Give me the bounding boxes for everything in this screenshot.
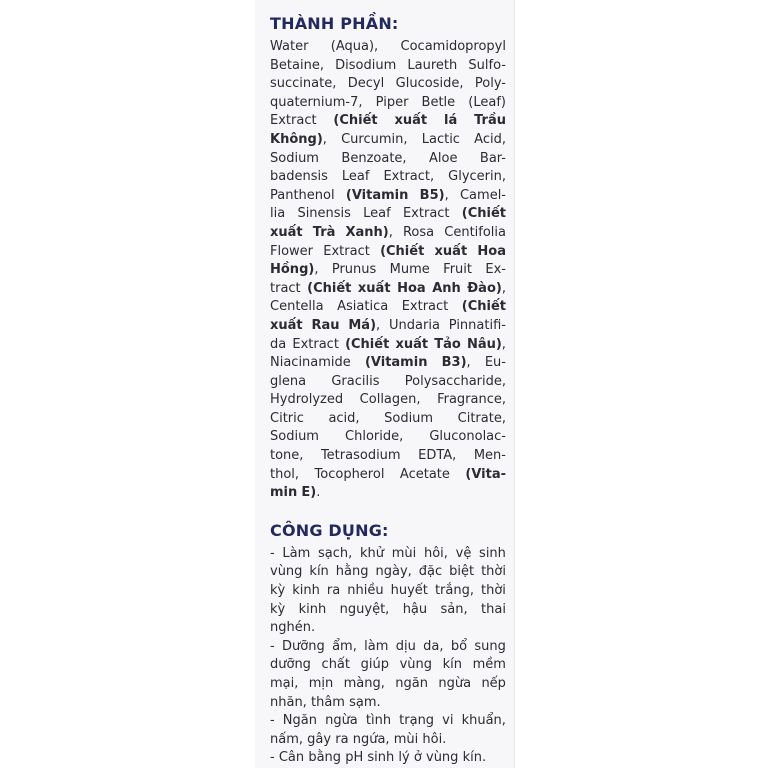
word: biệt [449,564,475,580]
word: kín [309,564,329,580]
word: nguyệt, [339,601,390,617]
word: Bar- [479,150,506,166]
label-text-block [270,14,506,768]
word: quaternium-7, [270,94,363,110]
word: Tảo [434,336,461,352]
usage-line [270,749,506,768]
word: Hydrolyzed [270,392,344,408]
word: nhiều [347,583,384,599]
word: Men- [473,448,506,464]
word: Betaine, [270,57,324,73]
word: Gluconolac- [429,429,506,445]
word: Benzoate, [341,150,407,166]
word: kinh [292,583,320,599]
word: tình [365,713,392,729]
word: vùng [399,657,433,673]
word: Centifolia [444,224,506,240]
word: Laureth [407,57,458,73]
ingredients-line [270,317,506,336]
word: acid, [328,410,360,426]
word: xuất [357,280,391,296]
word: ngăn [395,676,428,691]
ingredients-line [270,94,506,113]
word: Glycerin, [448,169,506,185]
word: xuất [270,224,303,240]
usage-heading: CÔNG DỤNG: [270,520,389,540]
word: hôi, [423,545,448,561]
word: Poly- [474,76,506,92]
word: Không), [270,131,327,147]
word: (Vitamin [364,355,428,371]
usage-line [270,601,506,620]
ingredients-line [270,484,506,503]
word: Sulfo- [468,57,506,73]
word: thol, [270,466,300,482]
usage-line [270,619,506,638]
word: khử [360,545,385,561]
word: vi [442,713,454,729]
word: Piper [375,94,409,110]
word: Decyl [347,76,385,92]
word: kinh [298,601,327,617]
ingredients-line [270,373,506,392]
word: mùi [393,731,419,747]
ingredients-line [270,447,506,466]
word: Mume [389,262,430,278]
word: trắng, [434,583,474,599]
ingredients-line [270,336,506,355]
word: Asiatica [337,299,389,315]
word: Extract [402,206,450,222]
word: gây [307,731,332,747]
word: Extract, [383,169,435,185]
word: hôi. [422,731,447,747]
word: Fragrance, [437,392,506,408]
ingredients-line [270,410,506,429]
word: (Leaf) [468,94,506,110]
word: Water [270,39,309,54]
word: badensis [270,169,328,185]
word: Disodium [335,57,397,73]
usage-line [270,731,506,750]
word: (Vitamin [345,187,409,203]
ingredients-line [270,261,506,280]
word: thời [481,564,506,580]
ingredients-line [270,280,506,299]
word: succinate, [270,76,337,92]
word: trạng [399,713,435,729]
word: Cocamidopropyl [400,39,506,54]
word: - [270,713,275,729]
word: huyết [390,583,428,599]
word: Curcumin, [341,131,408,147]
word: Sodium [270,429,319,445]
word: kỳ [270,583,286,599]
word: ngừa [438,676,472,691]
word: (Chiết [461,206,506,222]
word: vùng [426,750,459,766]
word: vùng [270,564,303,580]
word: Tetrasodium [320,448,401,464]
ingredients-line [270,57,506,76]
word: Xanh), [345,224,393,240]
word: mịn [308,676,334,691]
word: B5), [419,187,449,203]
usage-list [270,545,506,768]
word: dịu [395,638,416,654]
word: Flower [270,243,314,259]
usage-line [270,638,506,657]
word: (Chiết [307,280,352,296]
word: Dưỡng [282,638,325,654]
word: Acid, [474,131,506,147]
word: mùi [391,545,417,561]
word: Hồng), [270,262,319,278]
word: Anh [432,280,461,296]
usage-line [270,545,506,564]
ingredients-line [270,38,506,57]
word: Sodium [270,150,319,166]
word: kín. [462,750,487,766]
word: hằng [335,564,369,580]
word: lý [398,750,410,766]
word: tract [270,280,301,296]
word: Extract [401,299,449,315]
ingredients-line [270,298,506,317]
ingredients-line [270,187,506,206]
ingredients-line [270,243,506,262]
word: Rau [311,317,340,333]
ingredients-line [270,224,506,243]
word: thâm [310,694,345,710]
word: chất [321,657,350,673]
word: (Chiết [333,113,378,129]
word: (Chiết [345,336,390,352]
word: xuất [395,336,429,352]
usage-line [270,563,506,582]
ingredients-line [270,112,506,131]
word: thai [481,601,506,617]
word: Pinnatifi- [448,317,506,333]
word: - [270,638,275,654]
word: đặc [418,564,443,580]
word: Sinensis [297,206,351,222]
word: màng, [343,676,385,691]
word: nghén. [270,620,316,636]
word: hậu [402,601,428,617]
word: da, [423,638,444,654]
word: Rosa [402,224,435,240]
word: pH [345,750,364,766]
word: (Vita- [465,466,506,482]
ingredients-heading: THÀNH PHẦN: [270,14,399,33]
ingredients-line [270,428,506,447]
word: Hoa [397,280,426,296]
word: Hoa [477,243,506,259]
word: Polysaccharide, [404,373,506,389]
word: Extract [292,336,339,352]
word: Lactic [421,131,460,147]
word: Panthenol [270,187,335,203]
word: (Chiết [461,299,506,315]
word: da [270,336,287,352]
word: Ngăn [282,713,317,729]
word: xuất [394,113,428,129]
usage-line [270,694,506,713]
word: Aloe [429,150,458,166]
word: min [270,485,298,501]
ingredients-line [270,205,506,224]
word: ở [413,750,422,766]
word: Collagen, [359,392,421,408]
word: ngứa, [352,731,390,747]
ingredients-line [270,131,506,150]
usage-line [270,656,506,675]
ingredients-line [270,150,506,169]
word: lia [270,206,286,222]
word: Má), [348,317,381,333]
usage-line [270,582,506,601]
word: Cân [278,750,305,766]
word: Camel- [459,187,506,203]
word: Citric [270,410,304,426]
word: Undaria [389,317,440,333]
word: Eu- [484,355,506,371]
word: Làm [282,545,311,561]
word: bằng [308,750,342,766]
word: Ex- [485,262,506,278]
ingredients-line [270,168,506,187]
word: Nâu), [466,336,506,352]
word: sinh [479,545,506,561]
ingredients-line [270,391,506,410]
word: (Aqua), [330,39,379,54]
word: ngừa [325,713,358,729]
word: Fruit [443,262,472,278]
word: - [270,750,275,766]
word: ra [335,731,349,747]
word: Chloride, [345,429,404,445]
word: Acetate [399,466,450,482]
word: xuất [270,317,303,333]
word: sung [474,638,506,654]
word: E). [301,485,321,501]
usage-line [270,712,506,731]
word: Extract [323,243,370,259]
word: Đào), [467,280,506,296]
word: kỳ [270,601,286,617]
word: Glucoside, [395,76,464,92]
word: Tocopherol [314,466,385,482]
word: Leaf [363,206,391,222]
word: Betle [421,94,456,110]
word: Leaf [341,169,370,185]
word: mềm [472,657,506,673]
word: Extract [270,113,317,129]
word: EDTA, [418,448,457,464]
word: Trầu [474,113,506,129]
word: thời [481,583,506,599]
word: ẩm, [332,638,357,654]
word: nhăn, [270,694,307,710]
word: xuất [434,243,468,259]
word: kín [442,657,463,673]
word: mại, [270,676,299,691]
ingredients-line [270,354,506,373]
word: Niacinamide [270,355,351,371]
word: Citrate, [457,410,506,426]
word: tone, [270,448,304,464]
word: sản, [440,601,468,617]
word: (Chiết [380,243,425,259]
word: ra [326,583,341,599]
ingredients-list [270,38,506,503]
ingredients-line [270,75,506,94]
word: nấm, [270,731,304,747]
word: nếp [481,676,506,691]
word: vệ [455,545,472,561]
ingredients-line [270,466,506,485]
word: - [270,545,275,561]
word: Prunus [331,262,377,278]
word: bổ [450,638,468,654]
word: sạch, [318,545,353,561]
word: dưỡng [270,657,311,673]
word: Centella [270,299,324,315]
word: Sodium [384,410,434,426]
word: B3), [441,355,471,371]
word: sạm. [349,694,381,710]
word: Gracilis [331,373,380,389]
word: khuẩn, [461,713,506,729]
word: Trà [312,224,336,240]
word: glena [270,373,307,389]
word: ngày, [375,564,412,580]
word: giúp [360,657,389,673]
usage-line [270,675,506,694]
word: lá [444,113,458,129]
word: sinh [367,750,395,766]
word: làm [364,638,389,654]
